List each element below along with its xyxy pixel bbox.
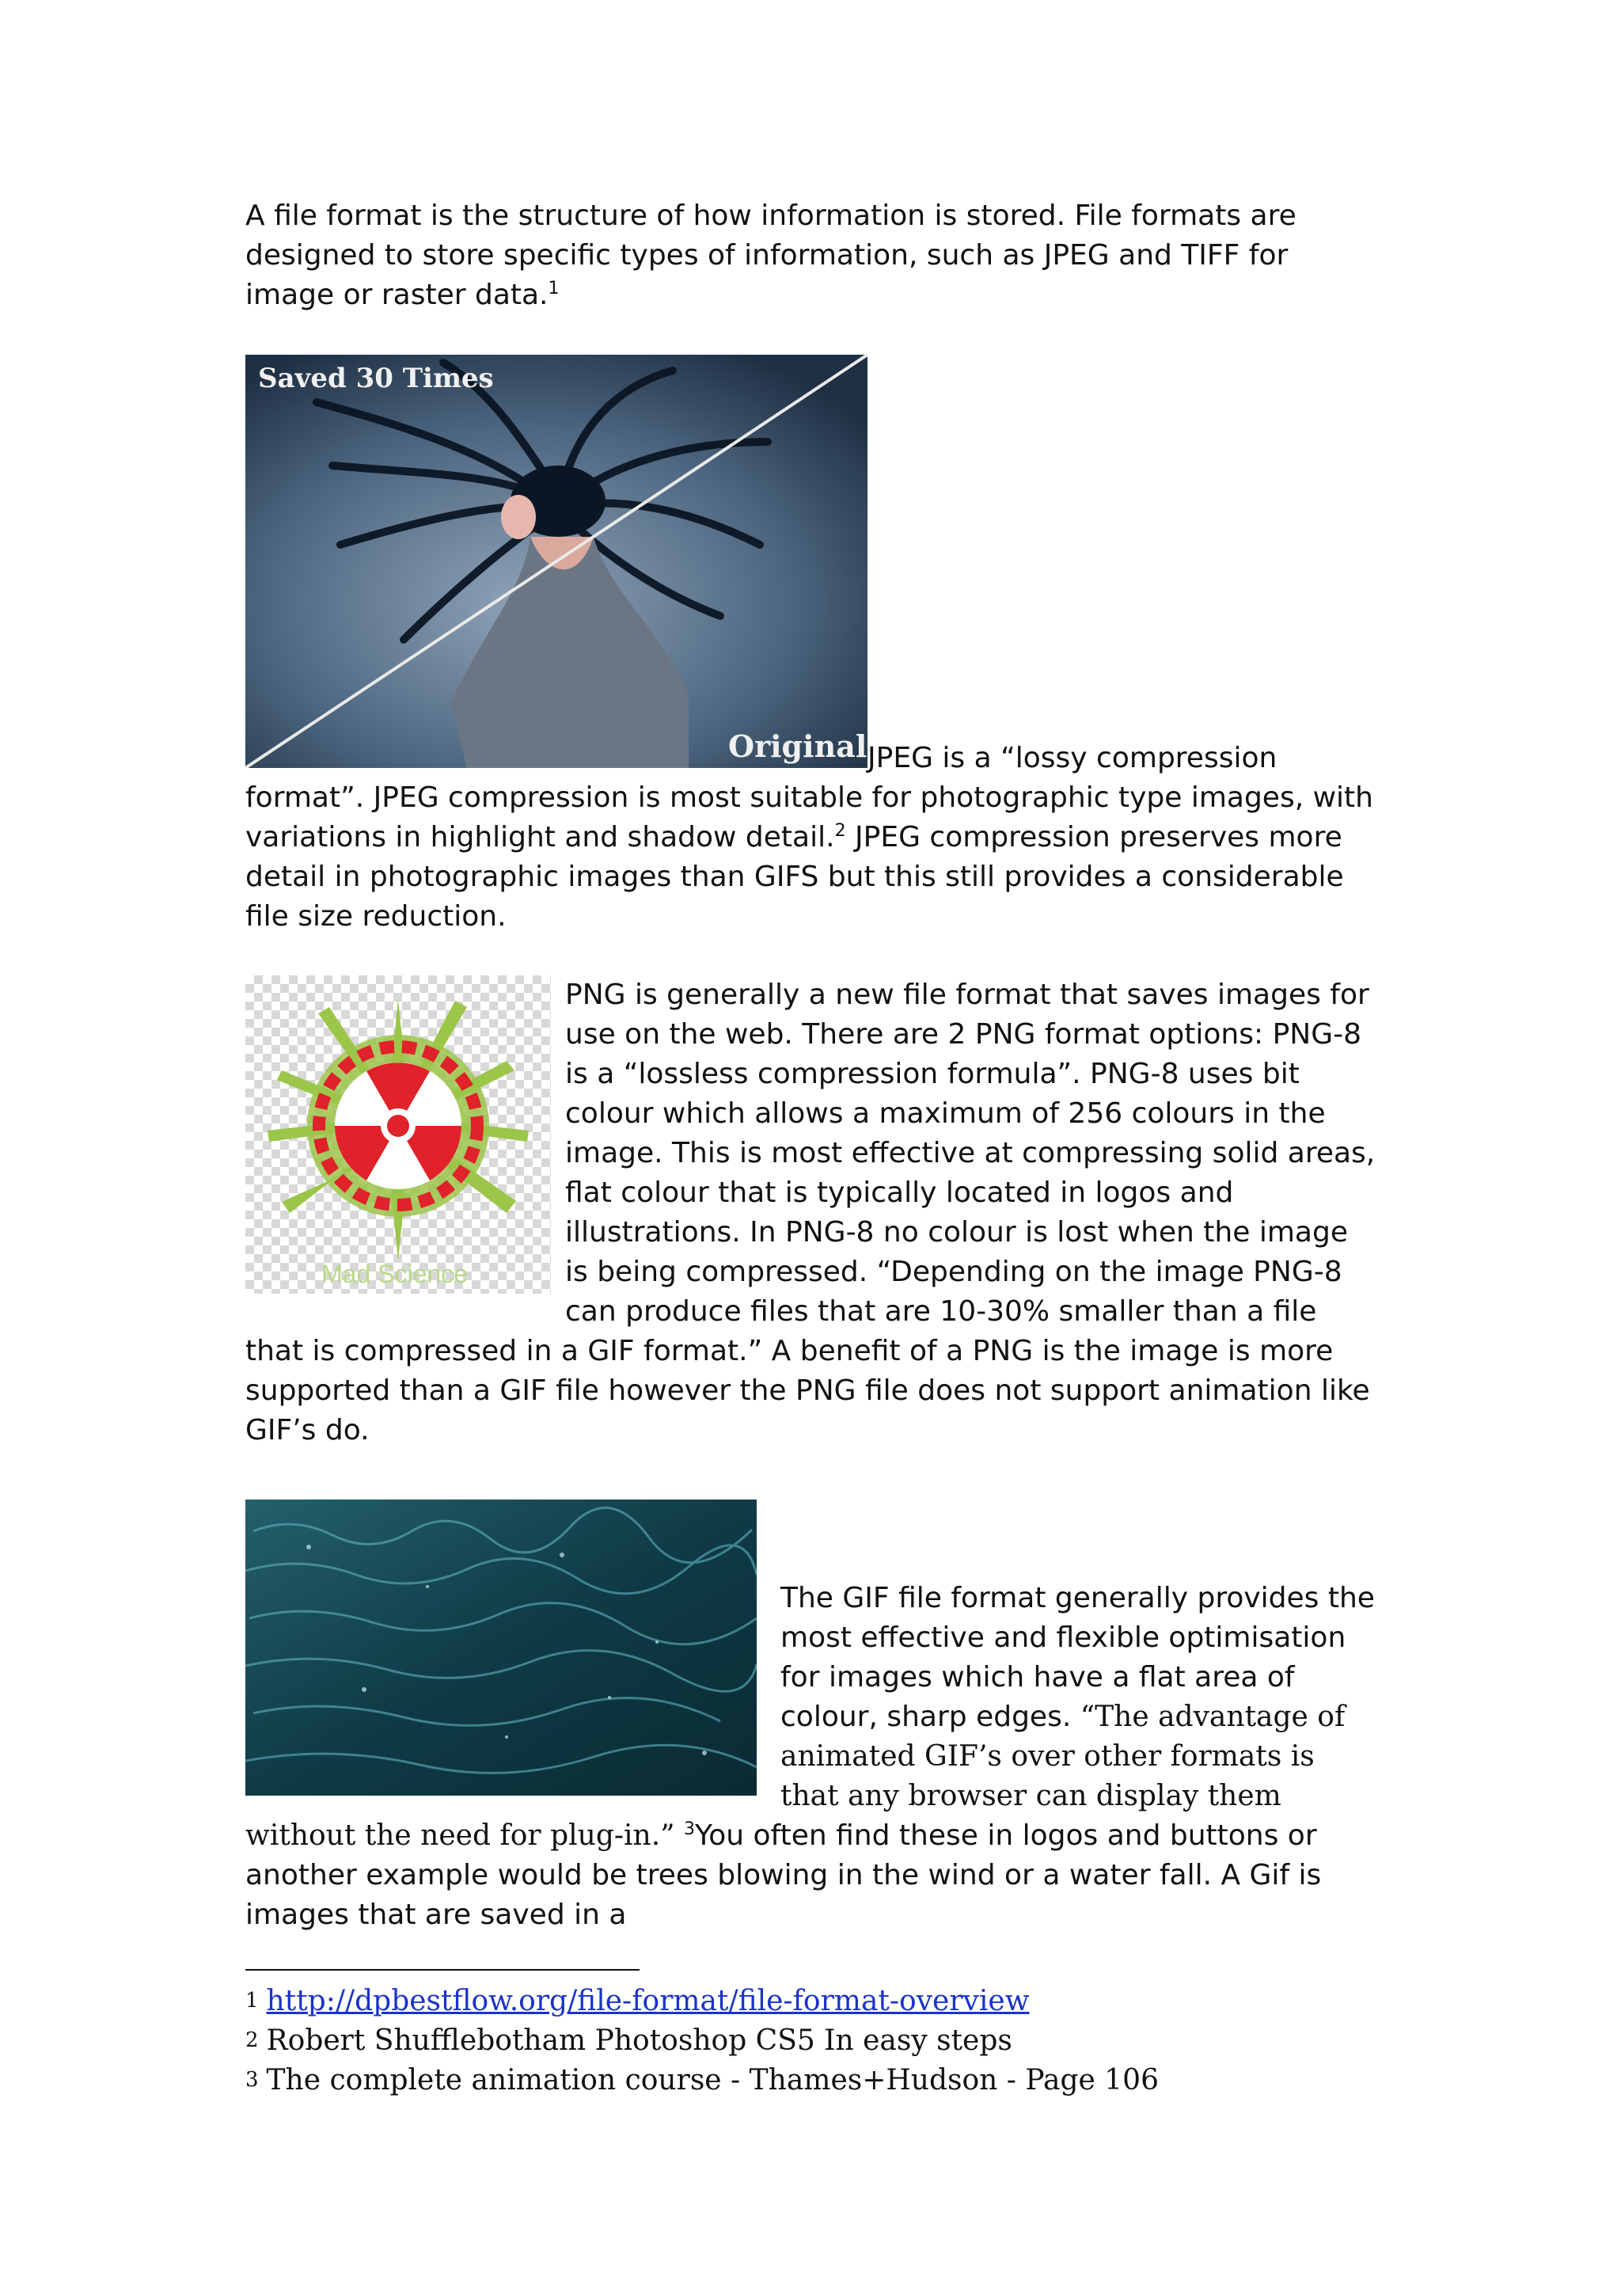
png-section [245, 975, 1377, 1450]
footnote-2-number: 2 [245, 2028, 259, 2052]
footnote-3-text: The complete animation course - Thames+Hudson - Page 106 [266, 2064, 1159, 2096]
footnote-2-text: Robert Shufflebotham Photoshop CS5 In easy steps [266, 2024, 1012, 2057]
footnote-ref-3[interactable]: 3 [684, 1819, 696, 1839]
radiation-logo-icon [245, 975, 551, 1294]
gif-text-2: You often find these in logos and buttons or another example would be trees blowing in the wind or a water fall. A Gif is images that are saved in a [245, 1819, 1322, 1931]
footnote-ref-1[interactable]: 1 [548, 279, 560, 298]
png-logo-image [245, 975, 551, 1294]
footnote-1 [245, 1981, 1030, 2021]
png-text: PNG is generally a new file format that saves images for use on the web. There are 2 PNG format options: PNG-8 is a “lossless compression formula”. PNG-8 uses bit colour which allows a maximum of 256 colours in the image. This is most effective at compressing solid areas, flat colour that is typically located in logos and illustrations. In PNG-8 no colour is lost when the image is being compressed. “Depending on the image PNG-8 can produce files that are 10-30% smaller than a file that is compressed in a GIF format.” A benefit of a PNG is the image is more supported than a GIF file however the PNG file does not support animation like GIF’s do. [245, 979, 1376, 1446]
hair-photo-illustration [245, 355, 867, 768]
gif-text-1: The GIF file format generally provides the most effective and flexible optimisation for images which have a flat area of colour, sharp edges. [780, 1582, 1375, 1733]
gif-section [245, 1579, 1377, 1935]
gif-quote: “The advantage of animated GIF’s over other formats is that any browser can display them without the need for plug-in.” [245, 1701, 1346, 1852]
water-photo-illustration [245, 1500, 757, 1796]
footnote-3-number: 3 [245, 2068, 259, 2092]
mad-science-logo-text: Mad Science [321, 1260, 468, 1288]
footnote-2 [245, 2020, 1012, 2061]
jpeg-paragraph [245, 739, 1377, 937]
jpeg-text-2: JPEG compression preserves more detail in photographic images than GIFS but this still provides a considerable file size reduction. [245, 821, 1344, 933]
water-image [245, 1500, 757, 1796]
footnote-1-number: 1 [245, 1989, 259, 2013]
intro-text: A file format is the structure of how information is stored. File formats are designed to store specific types of information, such as JPEG and TIFF for image or raster data. [245, 200, 1296, 311]
footnote-1-link[interactable]: http://dpbestflow.org/file-format/file-format-overview [266, 1985, 1030, 2017]
jpeg-text-1: JPEG is a “lossy compression format”. JPEG compression is most suitable for photographic type images, with variations in highlight and shadow detail. [245, 742, 1373, 853]
footnote-ref-2[interactable]: 2 [834, 821, 846, 841]
saved-30-times-label: Saved 30 Times [258, 363, 494, 394]
footnote-3 [245, 2060, 1159, 2100]
footnote-separator [245, 1969, 640, 1971]
jpeg-comparison-image [245, 355, 867, 768]
intro-paragraph [245, 196, 1377, 315]
original-label: Original [728, 728, 867, 764]
